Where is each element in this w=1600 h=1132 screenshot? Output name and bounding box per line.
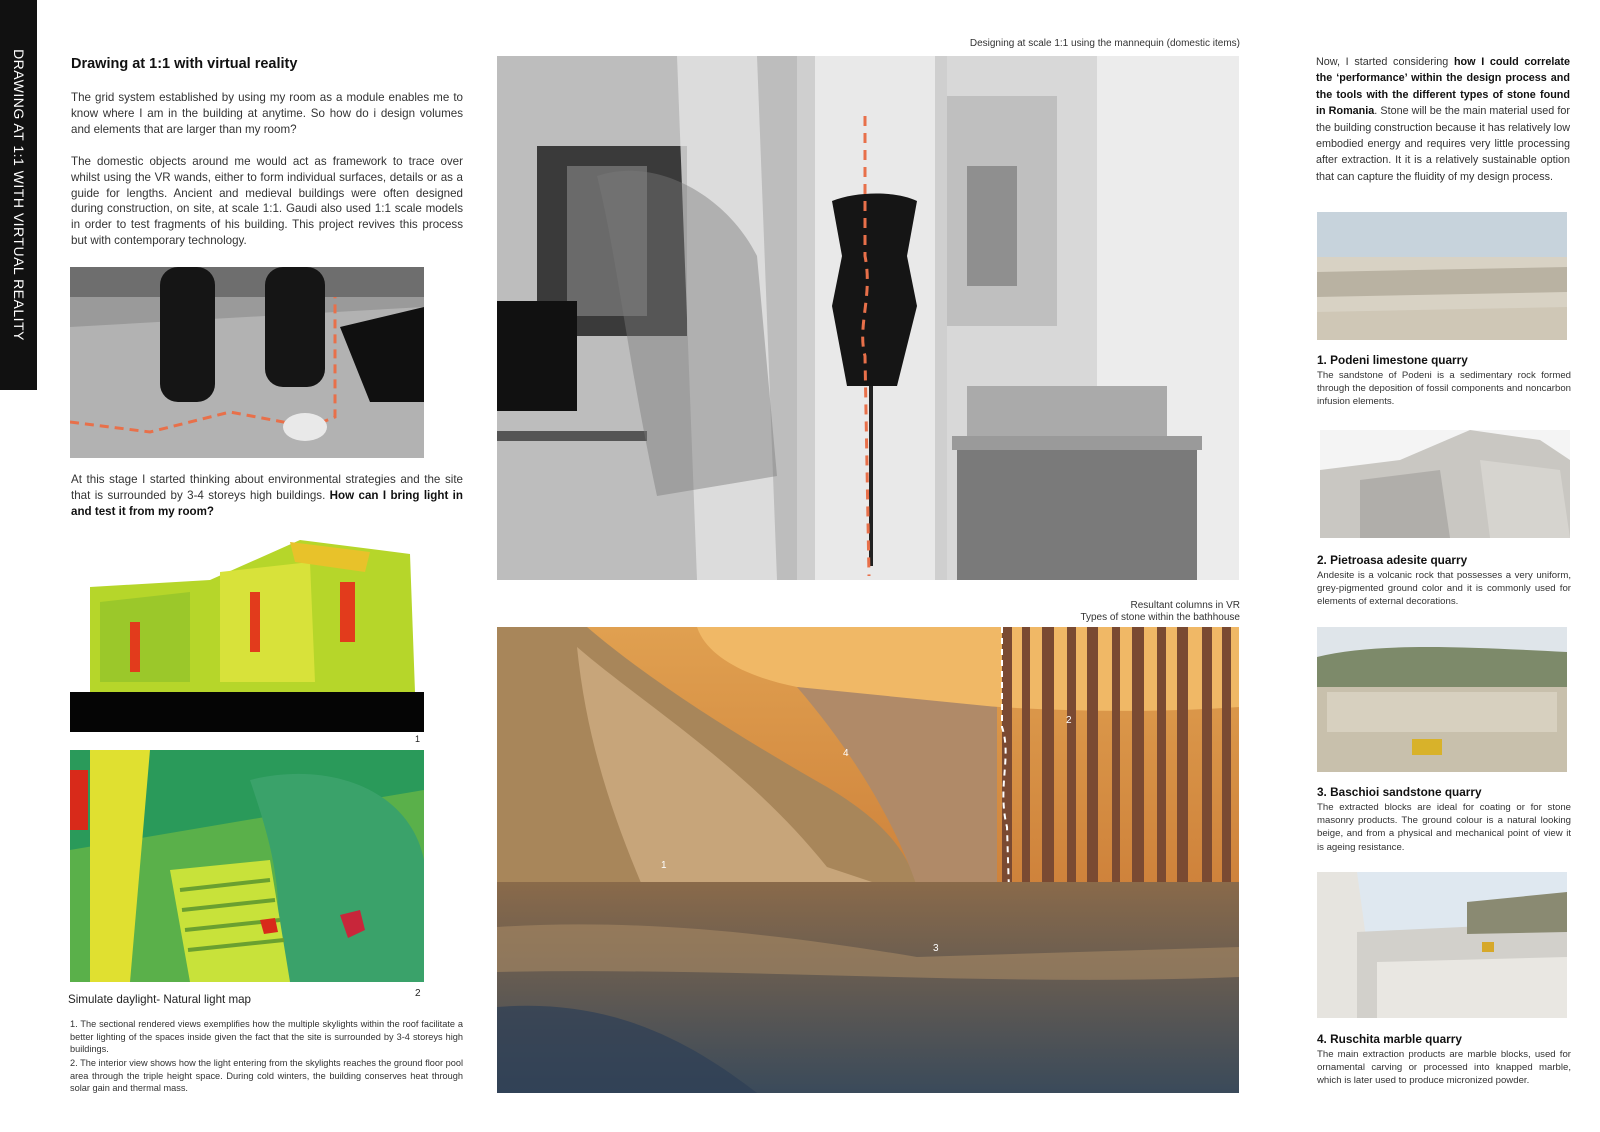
quarry-item-1 [1317,353,1571,409]
quarry-title-4: 4. Ruschita marble quarry [1317,1032,1462,1046]
light-map-caption: Simulate daylight- Natural light map [68,993,252,1006]
interior-light-map [70,750,424,982]
environment-question: How can I bring light in and test it from my room? [71,488,463,518]
environment-text: At this stage I started thinking about environmental strategies and the site that is surrounded by 3-4 storeys high buildings. [71,473,463,502]
quarry-item-2 [1317,553,1571,609]
mannequin-room-photo [497,56,1239,580]
stone-marker-2: 2 [1066,715,1072,726]
stone-intro-question: how I could correlate the ‘performance’ within the design process and the tools with the different types of stone found in Romania [1316,56,1570,118]
baschioi-quarry-photo [1317,627,1567,772]
podeni-quarry-photo [1317,212,1567,340]
quarry-text-2: Andesite is a volcanic rock that possesses a very uniform, grey-pigmented ground color and it is commonly used for elements of external decorations. [1317,570,1571,608]
side-title-tab [0,0,37,390]
stone-marker-1: 1 [661,860,667,871]
stones-caption: Types of stone within the bathhouse [1080,612,1240,623]
sectional-light-render [70,532,424,732]
quarry-title-1: 1. Podeni limestone quarry [1317,353,1468,367]
stone-intro-end: . Stone will be the main material used for the building construction because it has relatively low embodied energy and requires very little processing after extraction. It it is a relatively sustainable option that can capture the fluidity of my design process. [1316,105,1570,183]
environment-paragraph [71,472,463,519]
stone-intro-paragraph [1316,54,1570,185]
quarry-item-3 [1317,785,1571,854]
quarry-text-4: The main extraction products are marble blocks, used for ornamental carving or processed into knapped marble, which is later used to produce micronized powder. [1317,1049,1571,1087]
vr-bathhouse-render [497,627,1239,1093]
vr-floor-photo [70,267,424,458]
figure-1-number: 1 [415,734,421,744]
stone-intro-start: Now, I started considering [1316,56,1454,68]
stone-marker-4: 4 [843,748,849,759]
ruschita-quarry-photo [1317,872,1567,1018]
quarry-title-2: 2. Pietroasa adesite quarry [1317,553,1468,567]
figure-2-number: 2 [415,988,421,999]
note-1: 1. The sectional rendered views exemplifies how the multiple skylights within the roof facilitate a better lighting of the spaces inside given the fact that the site is surrounded by 3-4 storeys high buildings. [70,1019,463,1055]
quarry-text-1: The sandstone of Podeni is a sedimentary rock formed through the deposition of fossil components and noncarbon infusion elements. [1317,370,1571,408]
quarry-title-3: 3. Baschioi sandstone quarry [1317,785,1482,799]
mannequin-caption: Designing at scale 1:1 using the mannequin (domestic items) [969,38,1240,49]
intro-paragraph: The grid system established by using my room as a module enables me to know where I am in the building at anytime. So how do i design volumes and elements that are larger than my room? [71,91,463,136]
side-title-label: DRAWING AT 1:1 WITH VIRTUAL REALITY [10,49,27,341]
quarry-text-3: The extracted blocks are ideal for coating or for stone masonry products. The ground colour is a natural looking beige, and from a physical and mechanical point of view it is ageing resistance. [1317,802,1571,853]
quarry-item-4 [1317,1032,1571,1088]
stone-marker-3: 3 [933,943,939,954]
columns-caption: Resultant columns in VR [1130,600,1240,611]
page-heading: Drawing at 1:1 with virtual reality [71,56,298,72]
framework-paragraph: The domestic objects around me would act as framework to trace over whilst using the VR wands, either to form individual surfaces, details or as a guide for lengths. Ancient and medieval buildings were often designed during construction, on site, at scale 1:1. Gaudi also used 1:1 scale models in order to test fragments of his building. This project revives this process but with contemporary technology. [71,155,463,247]
pietroasa-quarry-photo [1320,430,1570,538]
note-2: 2. The interior view shows how the light entering from the skylights reaches the ground floor pool area through the triple height space. During cold winters, the building conserves heat through solar gain and thermal mass. [70,1058,463,1094]
